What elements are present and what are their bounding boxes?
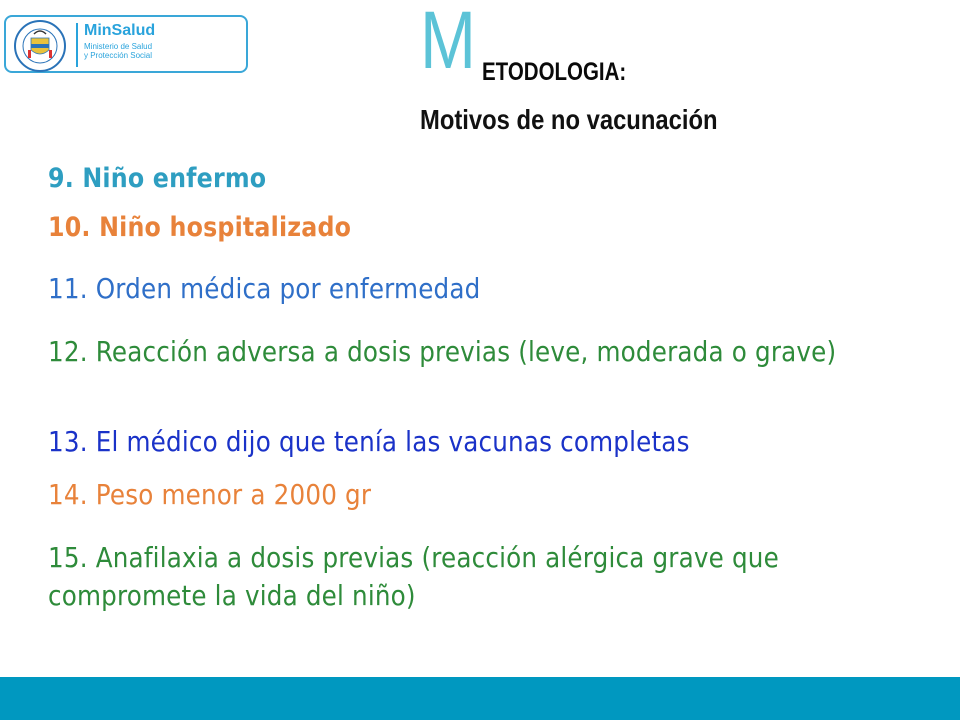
logo-brand: MinSalud — [84, 22, 156, 39]
logo-divider — [76, 23, 78, 67]
logo-text — [84, 23, 155, 60]
slide-subtitle: Motivos de no vacunación — [420, 104, 718, 135]
footer-bar — [0, 677, 960, 720]
list-item-11: 11. Orden médica por enfermedad — [48, 272, 481, 305]
logo-line-2: y Protección Social — [84, 51, 153, 60]
list-item-14: 14. Peso menor a 2000 gr — [48, 478, 372, 511]
title-initial: M — [420, 0, 477, 86]
minsalud-logo — [4, 15, 248, 73]
logo-line-1: Ministerio de Salud — [84, 42, 153, 51]
title-text: ETODOLOGIA: — [482, 58, 627, 86]
colombia-seal-icon — [14, 20, 66, 72]
list-item-15: 15. Anafilaxia a dosis previas (reacción alérgica grave que compromete la vida del niño) — [48, 541, 779, 612]
list-item-9: 9. Niño enfermo — [48, 163, 267, 194]
list-item-12: 12. Reacción adversa a dosis previas (leve, moderada o grave) — [48, 335, 837, 368]
list-item-10: 10. Niño hospitalizado — [48, 212, 352, 243]
list-item-13: 13. El médico dijo que tenía las vacunas completas — [48, 425, 690, 458]
